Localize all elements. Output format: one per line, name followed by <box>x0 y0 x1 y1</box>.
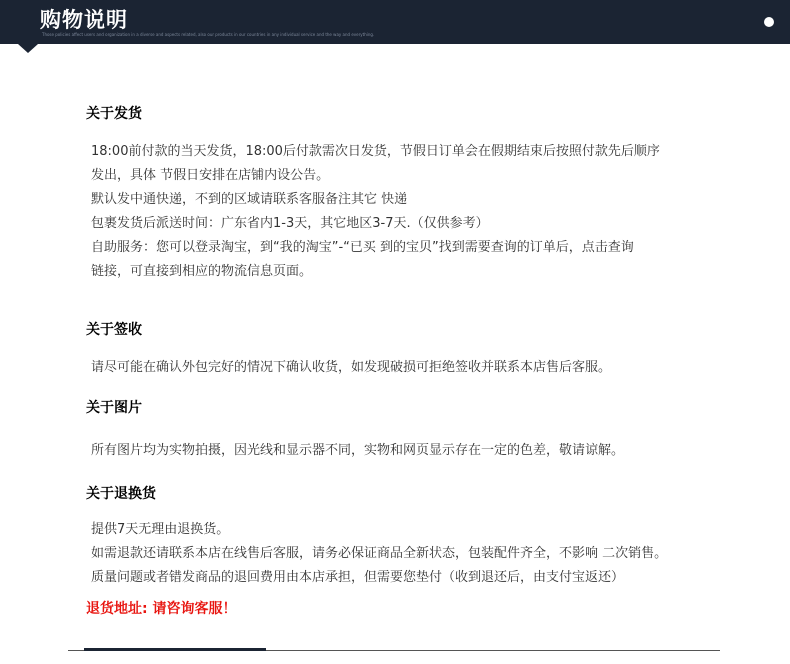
header-tagline: Those policies affect users and organization in a diverse and aspects related, also our products in our countries in any individual service and the way and everything. <box>42 32 375 37</box>
text-line: 发出，具体 节假日安排在店铺内设公告。 <box>91 168 330 183</box>
section-body-returns <box>91 518 731 590</box>
text-line: 默认发中通快递，不到的区域请联系客服备注其它 快递 <box>91 192 408 207</box>
text-line: 包裹发货后派送时间：广东省内1-3天，其它地区3-7天.（仅供参考） <box>91 216 489 231</box>
text-line: 提供7天无理由退换货。 <box>91 522 230 537</box>
text-line: 如需退款还请联系本店在线售后客服，请务必保证商品全新状态，包装配件齐全，不影响 二次销售。 <box>91 546 668 561</box>
section-title-shipping: 关于发货 <box>86 106 142 122</box>
text-line: 链接，可直接到相应的物流信息页面。 <box>91 264 313 279</box>
return-address: 退货地址: 请咨询客服！ <box>86 601 237 617</box>
header-dot-icon <box>764 17 774 27</box>
section-title-photos: 关于图片 <box>86 400 142 416</box>
text-line: 请尽可能在确认外包完好的情况下确认收货，如发现破损可拒绝签收并联系本店售后客服。 <box>91 360 612 375</box>
section-title-returns: 关于退换货 <box>86 486 156 502</box>
page-title: 购物说明 <box>40 8 128 32</box>
header-notch-icon <box>18 44 38 53</box>
section-title-receipt: 关于签收 <box>86 322 142 338</box>
section-body-shipping <box>91 140 731 284</box>
page-header <box>0 0 790 44</box>
text-line: 18:00前付款的当天发货，18:00后付款需次日发货，节假日订单会在假期结束后按照付款先后顺序 <box>91 144 660 159</box>
section-body-photos <box>91 439 731 463</box>
text-line: 质量问题或者错发商品的退回费用由本店承担，但需要您垫付（收到退还后，由支付宝返还） <box>91 570 625 585</box>
footer-accent-bar <box>84 648 266 651</box>
text-line: 自助服务：您可以登录淘宝，到“我的淘宝”-“已买 到的宝贝”找到需要查询的订单后，点击查询 <box>91 240 634 255</box>
section-body-receipt <box>91 356 731 380</box>
text-line: 所有图片均为实物拍摄，因光线和显示器不同，实物和网页显示存在一定的色差，敬请谅解。 <box>91 443 625 458</box>
